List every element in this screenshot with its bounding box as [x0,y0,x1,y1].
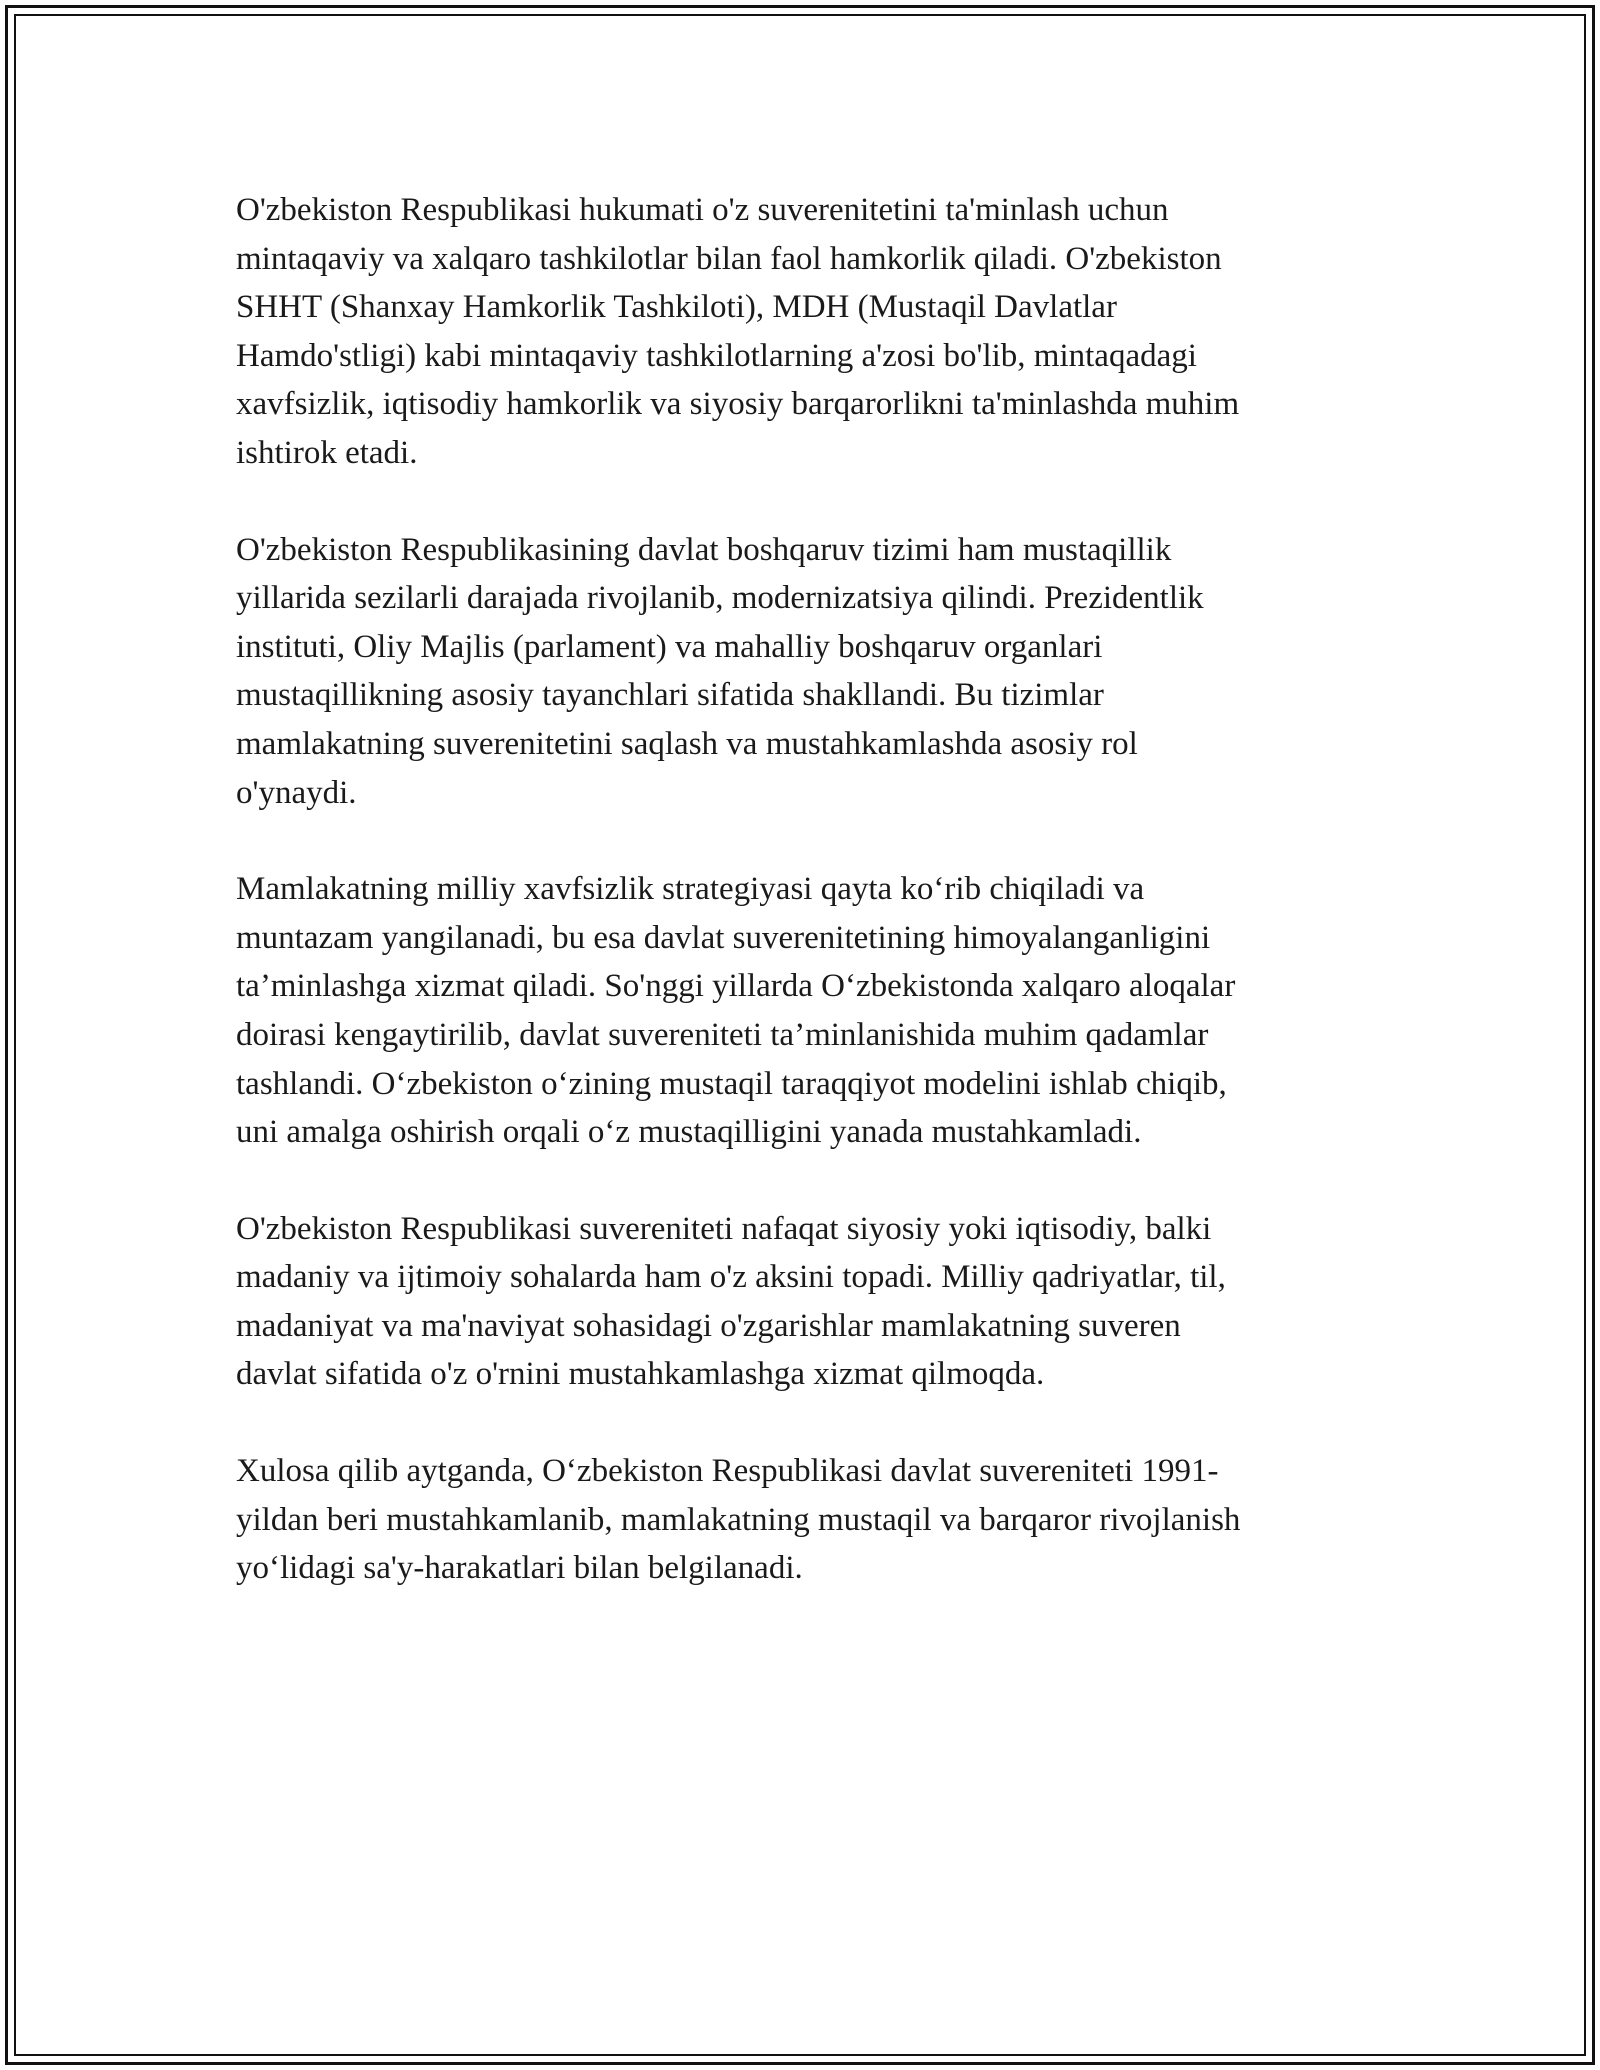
text-line: mamlakatning suverenitetini saqlash va mustahkamlashda asosiy rol [236,725,1138,762]
text-line: mintaqaviy va xalqaro tashkilotlar bilan faol hamkorlik qiladi. O'zbekiston [236,240,1222,277]
paragraph-4 [236,1205,1376,1399]
text-line: O'zbekiston Respublikasi suvereniteti nafaqat siyosiy yoki iqtisodiy, balki [236,1210,1212,1247]
paragraph-2 [236,526,1376,818]
text-line: Xulosa qilib aytganda, Oʻzbekiston Respublikasi davlat suvereniteti 1991- [236,1453,1219,1490]
text-line: tashlandi. Oʻzbekiston oʻzining mustaqil taraqqiyot modelini ishlab chiqib, [236,1065,1227,1102]
text-line: muntazam yangilanadi, bu esa davlat suverenitetining himoyalanganligini [236,919,1211,956]
text-line: yillarida sezilarli darajada rivojlanib, modernizatsiya qilindi. Prezidentlik [236,580,1204,617]
text-line: SHHT (Shanxay Hamkorlik Tashkiloti), MDH (Mustaqil Davlatlar [236,289,1117,326]
text-line: madaniy va ijtimoiy sohalarda ham o'z aksini topadi. Milliy qadriyatlar, til, [236,1259,1226,1296]
text-line: xavfsizlik, iqtisodiy hamkorlik va siyosiy barqarorlikni ta'minlashda muhim [236,386,1240,423]
document-body [236,186,1376,1641]
paragraph-5 [236,1447,1376,1593]
text-line: madaniyat va ma'naviyat sohasidagi o'zgarishlar mamlakatning suveren [236,1307,1181,1344]
paragraph-3 [236,865,1376,1157]
text-line: doirasi kengaytirilib, davlat suvereniteti ta’minlanishida muhim qadamlar [236,1016,1209,1053]
text-line: ishtirok etadi. [236,434,418,471]
text-line: Mamlakatning milliy xavfsizlik strategiyasi qayta koʻrib chiqiladi va [236,871,1145,908]
text-line: yildan beri mustahkamlanib, mamlakatning mustaqil va barqaror rivojlanish [236,1501,1241,1538]
text-line: uni amalga oshirish orqali oʻz mustaqilligini yanada mustahkamladi. [236,1114,1142,1151]
text-line: mustaqillikning asosiy tayanchlari sifatida shakllandi. Bu tizimlar [236,677,1104,714]
text-line: o'ynaydi. [236,774,357,811]
text-line: instituti, Oliy Majlis (parlament) va mahalliy boshqaruv organlari [236,628,1103,665]
text-line: O'zbekiston Respublikasining davlat boshqaruv tizimi ham mustaqillik [236,531,1172,568]
text-line: ta’minlashga xizmat qiladi. So'nggi yillarda Oʻzbekistonda xalqaro aloqalar [236,968,1236,1005]
text-line: O'zbekiston Respublikasi hukumati o'z suverenitetini ta'minlash uchun [236,192,1169,228]
text-line: davlat sifatida o'z o'rnini mustahkamlashga xizmat qilmoqda. [236,1356,1045,1393]
text-line: yoʻlidagi sa'y-harakatlari bilan belgilanadi. [236,1550,803,1587]
text-line: Hamdo'stligi) kabi mintaqaviy tashkilotlarning a'zosi bo'lib, mintaqadagi [236,337,1197,374]
paragraph-1 [236,186,1376,478]
